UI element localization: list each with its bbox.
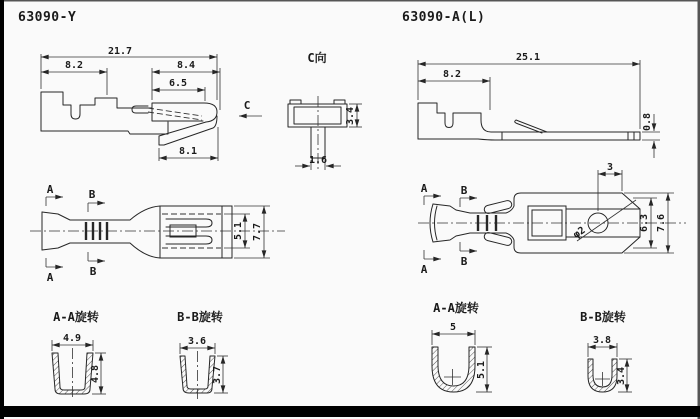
dim-overall: 21.7 xyxy=(107,46,133,57)
dim-inner: 6.5 xyxy=(168,78,188,89)
dim-outer-height: 7.6 xyxy=(656,213,667,233)
dim-outer-height: 7.7 xyxy=(252,222,263,242)
dim-overall: 25.1 xyxy=(515,52,541,63)
section-bb-label: B-B旋转 xyxy=(177,310,223,324)
view-letter-c: C xyxy=(243,99,251,112)
section-aa-label: A-A旋转 xyxy=(433,301,479,315)
marker-b-top: B xyxy=(88,188,96,201)
dim-height: 3.7 xyxy=(212,365,223,385)
marker-a-bottom: A xyxy=(420,263,428,276)
marker-b-top: B xyxy=(460,184,468,197)
frame-left-bar xyxy=(0,0,4,419)
c-view-label: C向 xyxy=(307,51,327,65)
dim-width: 3.8 xyxy=(592,335,612,346)
marker-a-top: A xyxy=(420,182,428,195)
section-aa-label: A-A旋转 xyxy=(53,310,99,324)
dim-hole-offset: 3 xyxy=(606,162,614,173)
dim-height: 4.8 xyxy=(90,364,101,384)
part-al-title: 63090-A(L) xyxy=(402,10,486,25)
dim-tab-width: 1.6 xyxy=(308,155,328,166)
dim-inner-height: 5.1 xyxy=(233,221,244,241)
dim-hole-dia: φ2 xyxy=(571,224,588,241)
dim-left: 8.2 xyxy=(64,60,84,71)
dim-width: 3.6 xyxy=(187,336,207,347)
marker-b-bottom: B xyxy=(460,255,468,268)
dim-height: 3.4 xyxy=(345,106,356,126)
dim-right: 8.4 xyxy=(176,60,196,71)
section-bb-label: B-B旋转 xyxy=(580,310,626,324)
marker-a-top: A xyxy=(46,183,54,196)
dim-height: 3.4 xyxy=(616,366,627,386)
part-y-title: 63090-Y xyxy=(18,10,77,25)
dim-width: 5 xyxy=(449,322,457,333)
frame-top-line xyxy=(0,0,700,2)
marker-a-bottom: A xyxy=(46,271,54,284)
frame-bottom-bar xyxy=(0,406,700,417)
dim-bottom: 8.1 xyxy=(178,146,198,157)
dim-left: 8.2 xyxy=(442,69,462,80)
dim-height: 5.1 xyxy=(476,360,487,380)
dim-width: 4.9 xyxy=(62,333,82,344)
dim-thickness: 0.8 xyxy=(642,112,653,132)
dim-inner-height: 6.3 xyxy=(639,213,650,233)
marker-b-bottom: B xyxy=(89,265,97,278)
